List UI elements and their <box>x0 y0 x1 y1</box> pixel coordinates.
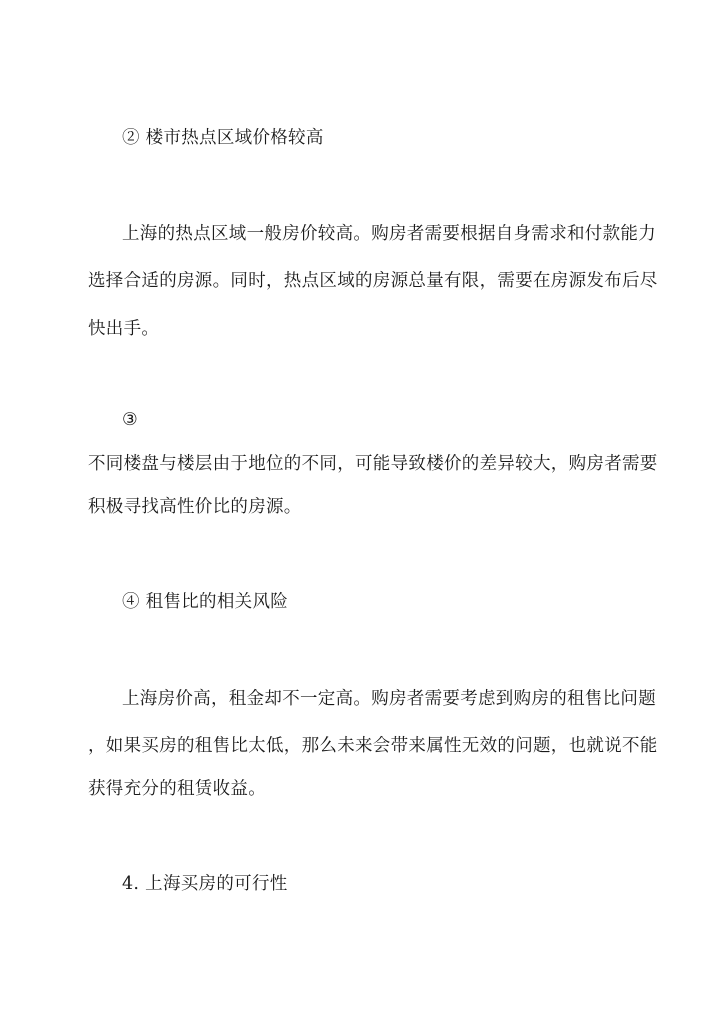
paragraph-line: 选择合适的房源。同时，热点区域的房源总量有限，需要在房源发布后尽 <box>88 271 658 291</box>
paragraph-line: 上海房价高，租金却不一定高。购房者需要考虑到购房的租售比问题 <box>122 689 656 709</box>
paragraph-line: ，如果买房的租售比太低，那么未来会带来属性无效的问题，也就说不能 <box>88 736 658 756</box>
section-heading-3: ③ <box>122 410 138 430</box>
chapter-heading: 4. 上海买房的可行性 <box>122 874 288 894</box>
section-heading-2: ② 楼市热点区域价格较高 <box>122 128 324 148</box>
paragraph-line: 积极寻找高性价比的房源。 <box>88 497 302 517</box>
paragraph-line: 不同楼盘与楼层由于地位的不同，可能导致楼价的差异较大，购房者需要 <box>88 454 658 474</box>
paragraph-line: 上海的热点区域一般房价较高。购房者需要根据自身需求和付款能力 <box>122 224 656 244</box>
paragraph-line: 快出手。 <box>88 319 160 339</box>
section-heading-4: ④ 租售比的相关风险 <box>122 592 289 612</box>
paragraph-line: 获得充分的租赁收益。 <box>88 779 266 799</box>
